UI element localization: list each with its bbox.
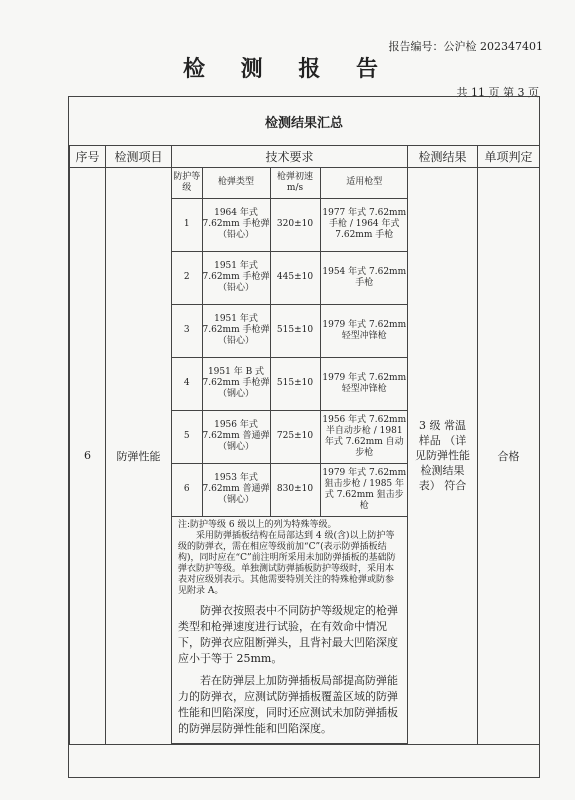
sub-level: 6 xyxy=(172,463,202,516)
sub-level: 5 xyxy=(172,410,202,463)
row-result: 3 级 常温样品 （详见防弹性能检测结果表） 符合 xyxy=(408,168,478,745)
page-title: 检 测 报 告 xyxy=(183,56,392,82)
summary-title: 检测结果汇总 xyxy=(69,97,539,146)
sub-type: 1953 年式 7.62mm 普通弹（钢心） xyxy=(202,463,270,516)
sub-gun: 1956 年式 7.62mm 半自动步枪 / 1981 年式 7.62mm 自动步枪 xyxy=(320,410,408,463)
protection-level-table xyxy=(172,168,408,744)
row-item: 防弹性能 xyxy=(106,168,172,745)
sub-gun: 1979 年式 7.62mm 轻型冲锋枪 xyxy=(320,357,408,410)
sub-type: 1951 年式 7.62mm 手枪弹（铅心） xyxy=(202,251,270,304)
notes-row xyxy=(172,516,408,743)
sub-row xyxy=(172,251,408,304)
sub-speed: 320±10 xyxy=(270,198,320,251)
sub-row xyxy=(172,463,408,516)
sub-gun: 1979 年式 7.62mm 狙击步枪 / 1985 年式 7.62mm 狙击步枪 xyxy=(320,463,408,516)
sub-level: 2 xyxy=(172,251,202,304)
sub-type: 1964 年式 7.62mm 手枪弹（铅心） xyxy=(202,198,270,251)
sub-header-level: 防护等级 xyxy=(172,168,202,198)
sub-speed: 725±10 xyxy=(270,410,320,463)
table-header-row xyxy=(70,146,540,168)
sub-level: 1 xyxy=(172,198,202,251)
sub-speed: 830±10 xyxy=(270,463,320,516)
sub-gun: 1979 年式 7.62mm 轻型冲锋枪 xyxy=(320,304,408,357)
report-number: 报告编号：公沪检 202347401 xyxy=(388,40,543,53)
sub-header-gun: 适用枪型 xyxy=(320,168,408,198)
requirement-cell xyxy=(172,168,408,745)
summary-table xyxy=(69,145,540,745)
page-info: 共 11 页 第 3 页 xyxy=(456,86,539,99)
sub-header-type: 枪弹类型 xyxy=(202,168,270,198)
note-1: 注:防护等级 6 级以上的列为特殊等级。 xyxy=(178,519,337,530)
sub-speed: 445±10 xyxy=(270,251,320,304)
row-verdict: 合格 xyxy=(478,168,540,745)
row-seq: 6 xyxy=(70,168,106,745)
sub-row xyxy=(172,357,408,410)
col-header-result: 检测结果 xyxy=(408,146,478,168)
sub-row xyxy=(172,198,408,251)
sub-speed: 515±10 xyxy=(270,304,320,357)
sub-row xyxy=(172,304,408,357)
col-header-seq: 序号 xyxy=(70,146,106,168)
notes-cell xyxy=(172,516,408,743)
sub-row xyxy=(172,410,408,463)
col-header-verdict: 单项判定 xyxy=(478,146,540,168)
col-header-req: 技术要求 xyxy=(172,146,408,168)
table-row xyxy=(70,168,540,745)
summary-frame xyxy=(68,96,540,778)
sub-header-row xyxy=(172,168,408,198)
sub-type: 1951 年式 7.62mm 手枪弹（铅心） xyxy=(202,304,270,357)
red-stamp-fragment xyxy=(559,360,575,450)
sub-type: 1951 年 B 式 7.62mm 手枪弹（钢心） xyxy=(202,357,270,410)
sub-type: 1956 年式 7.62mm 普通弹（钢心） xyxy=(202,410,270,463)
note-2: 采用防弹插板结构在局部达到 4 级(含)以上防护等级的防弹衣，需在相应等级前加“C”(表示防弹插板结构)，同时应在“C”前注明所采用未加防弹插板的基础防弹衣防护等级。单独测试防弹插板防护等级时，采用本表对应级别表示。其他需要特别关注的特殊枪弹或防参见附录 A。 xyxy=(178,530,396,596)
sub-speed: 515±10 xyxy=(270,357,320,410)
note-4: 若在防弹层上加防弹插板局部提高防弹能力的防弹衣，应测试防弹插板覆盖区域的防弹性能和凹陷深度，同时还应测试未加防弹插板的防弹层防弹性能和凹陷深度。 xyxy=(178,673,398,735)
note-3: 防弹衣按照表中不同防护等级规定的枪弹类型和枪弹速度进行试验，在有效命中情况下，防弹衣应阻断弹头，且背衬最大凹陷深度应小于等于 25mm。 xyxy=(178,603,398,665)
sub-level: 3 xyxy=(172,304,202,357)
sub-gun: 1954 年式 7.62mm 手枪 xyxy=(320,251,408,304)
sub-level: 4 xyxy=(172,357,202,410)
col-header-item: 检测项目 xyxy=(106,146,172,168)
sub-gun: 1977 年式 7.62mm 手枪 / 1964 年式 7.62mm 手枪 xyxy=(320,198,408,251)
sub-header-speed: 枪弹初速 m/s xyxy=(270,168,320,198)
